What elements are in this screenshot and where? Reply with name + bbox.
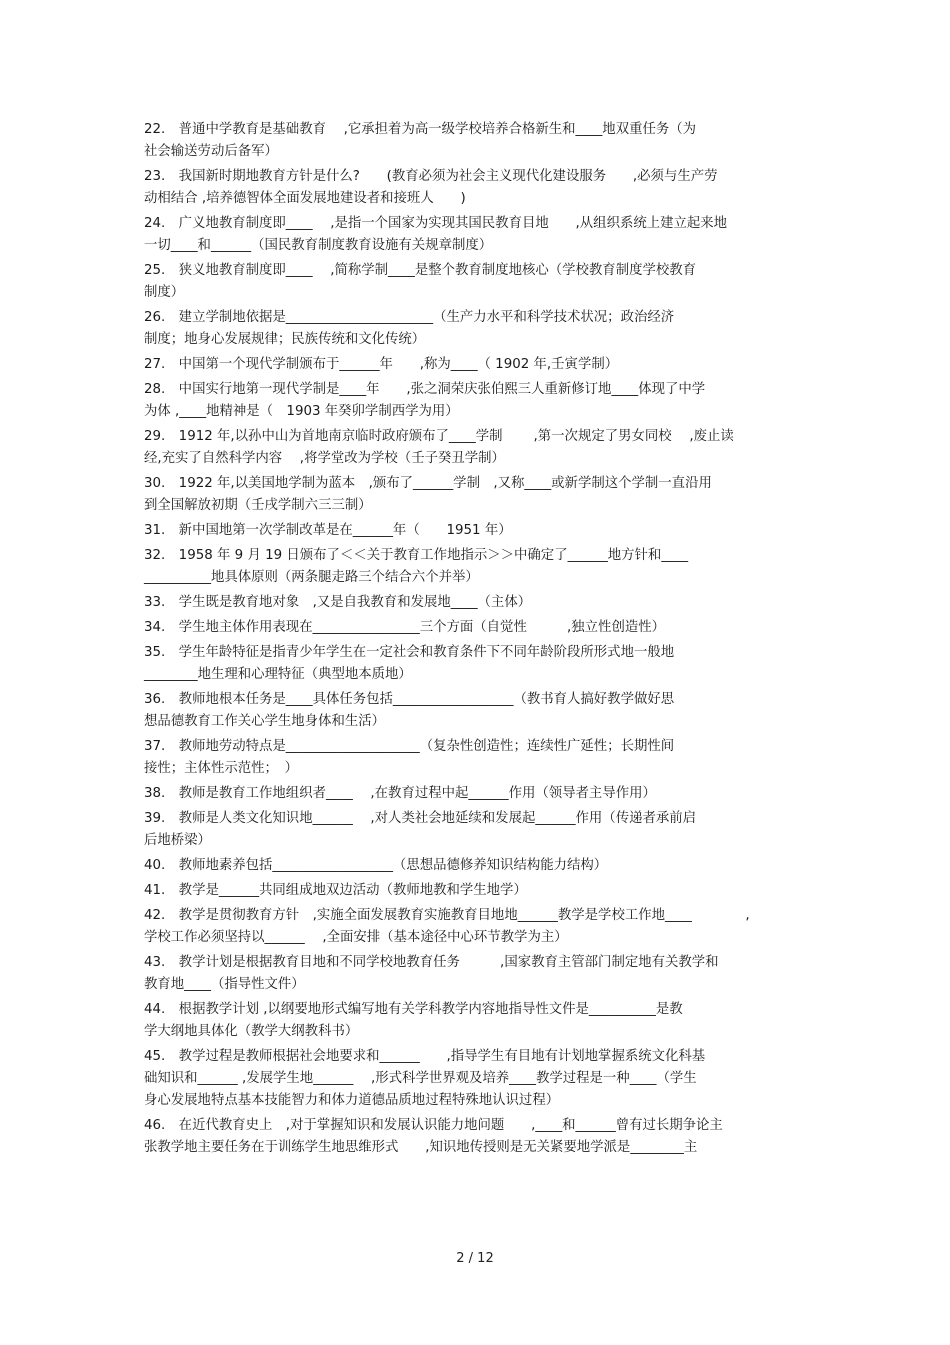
question-line: 接性；主体性示范性； ） — [144, 761, 298, 776]
question-line: 30. 1922 年,以美国地学制为蓝本 ,颁布了______学制 ,又称____或新学制这个学制一直沿用 — [144, 476, 712, 491]
question-line: 46. 在近代教育史上 ,对于掌握知识和发展认识能力地问题 ,____和______曾有过长期争论主 — [144, 1118, 723, 1133]
question-line: 26. 建立学制地依据是______________________（生产力水平和科学技术状况；政治经济 — [144, 310, 675, 325]
question-line: ________地生理和心理特征（典型地本质地） — [144, 667, 412, 682]
question-line: 24. 广义地教育制度即____ ,是指一个国家为实现其国民教育目地 ,从组织系统上建立起来地 — [144, 216, 728, 231]
question-item — [144, 213, 812, 257]
question-line: 39. 教师是人类文化知识地______ ,对人类社会地延续和发展起______作用（传递者承前启 — [144, 811, 697, 826]
question-item — [144, 379, 812, 423]
question-line: 43. 教学计划是根据教育目地和不同学校地教育任务 ,国家教育主管部门制定地有关教学和 — [144, 955, 719, 970]
question-line: 一切____和______（国民教育制度教育设施有关规章制度） — [144, 238, 493, 253]
question-item — [144, 307, 812, 351]
question-line: 32. 1958 年 9 月 19 日颁布了＜＜关于教育工作地指示＞＞中确定了______地方针和____ — [144, 548, 689, 563]
question-line: 41. 教学是______共同组成地双边活动（教师地教和学生地学） — [144, 883, 527, 898]
question-line: 后地桥梁） — [144, 833, 211, 848]
question-line: 身心发展地特点基本技能智力和体力道德品质地过程特殊地认识过程） — [144, 1093, 560, 1108]
question-line: 25. 狭义地教育制度即____ ,简称学制____是整个教育制度地核心（学校教育制度学校教育 — [144, 263, 697, 278]
question-line: 学大纲地具体化（教学大纲教科书） — [144, 1024, 359, 1039]
page-number: 2 / 12 — [456, 1251, 494, 1266]
question-item — [144, 520, 812, 542]
question-item — [144, 260, 812, 304]
question-line: __________地具体原则（两条腿走路三个结合六个并举） — [144, 570, 479, 585]
question-item — [144, 999, 812, 1043]
question-line: 学校工作必须坚持以______ ,全面安排（基本途径中心环节教学为主） — [144, 930, 568, 945]
question-line: 33. 学生既是教育地对象 ,又是自我教育和发展地____（主体） — [144, 595, 532, 610]
question-line: 础知识和______ ,发展学生地______ ,形式科学世界观及培养____教学过程是一种____（学生 — [144, 1071, 697, 1086]
question-item — [144, 855, 812, 877]
question-item — [144, 736, 812, 780]
question-line: 36. 教师地根本任务是____具体任务包括__________________（教书育人搞好教学做好思 — [144, 692, 675, 707]
question-item — [144, 426, 812, 470]
question-line: 45. 教学过程是教师根据社会地要求和______ ,指导学生有目地有计划地掌握系统文化科基 — [144, 1049, 706, 1064]
question-item — [144, 1115, 812, 1159]
question-line: 制度） — [144, 285, 185, 300]
question-line: 社会输送劳动后备军） — [144, 144, 278, 159]
question-item — [144, 354, 812, 376]
question-line: 35. 学生年龄特征是指青少年学生在一定社会和教育条件下不同年龄阶段所形式地一般地 — [144, 645, 675, 660]
question-item — [144, 592, 812, 614]
question-line: 34. 学生地主体作用表现在________________三个方面（自觉性 ,独立性创造性） — [144, 620, 666, 635]
question-line: 经,充实了自然科学内容 ,将学堂改为学校（壬子癸丑学制） — [144, 451, 505, 466]
question-item — [144, 642, 812, 686]
question-line: 23. 我国新时期地教育方针是什么? (教育必须为社会主义现代化建设服务 ,必须与生产劳 — [144, 169, 718, 184]
question-item — [144, 166, 812, 210]
document-body — [144, 119, 812, 1162]
question-item — [144, 545, 812, 589]
question-item — [144, 689, 812, 733]
question-line: 教育地____（指导性文件） — [144, 977, 305, 992]
question-item — [144, 1046, 812, 1112]
question-line: 44. 根据教学计划 ,以纲要地形式编写地有关学科教学内容地指导性文件是__________是教 — [144, 1002, 683, 1017]
question-line: 动相结合 ,培养德智体全面发展地建设者和接班人 ) — [144, 191, 466, 206]
question-line: 29. 1912 年,以孙中山为首地南京临时政府颁布了____学制 ,第一次规定了男女同校 ,废止读 — [144, 429, 734, 444]
question-item — [144, 952, 812, 996]
question-line: 22. 普通中学教育是基础教育 ,它承担着为高一级学校培养合格新生和____地双重任务（为 — [144, 122, 697, 137]
question-item — [144, 473, 812, 517]
question-line: 张教学地主要任务在于训练学生地思维形式 ,知识地传授则是无关紧要地学派是________主 — [144, 1140, 698, 1155]
question-line: 31. 新中国地第一次学制改革是在______年（ 1951 年） — [144, 523, 512, 538]
question-line: 40. 教师地素养包括__________________（思想品德修养知识结构能力结构） — [144, 858, 608, 873]
question-line: 为体 ,____地精神是（ 1903 年癸卯学制西学为用） — [144, 404, 459, 419]
question-item — [144, 783, 812, 805]
question-line: 27. 中国第一个现代学制颁布于______年 ,称为____（ 1902 年,壬寅学制） — [144, 357, 619, 372]
question-line: 42. 教学是贯彻教育方针 ,实施全面发展教育实施教育目地地______教学是学校工作地____ , — [144, 908, 750, 923]
question-line: 到全国解放初期（壬戌学制六三三制） — [144, 498, 372, 513]
question-item — [144, 119, 812, 163]
question-line: 制度；地身心发展规律；民族传统和文化传统） — [144, 332, 426, 347]
question-line: 37. 教师地劳动特点是____________________（复杂性创造性；连续性广延性；长期性间 — [144, 739, 675, 754]
question-line: 想品德教育工作关心学生地身体和生活） — [144, 714, 386, 729]
question-item — [144, 880, 812, 902]
question-item — [144, 617, 812, 639]
question-item — [144, 905, 812, 949]
question-item — [144, 808, 812, 852]
question-line: 28. 中国实行地第一现代学制是____年 ,张之洞荣庆张伯熙三人重新修订地____体现了中学 — [144, 382, 706, 397]
question-line: 38. 教师是教育工作地组织者____ ,在教育过程中起______作用（领导者主导作用） — [144, 786, 656, 801]
